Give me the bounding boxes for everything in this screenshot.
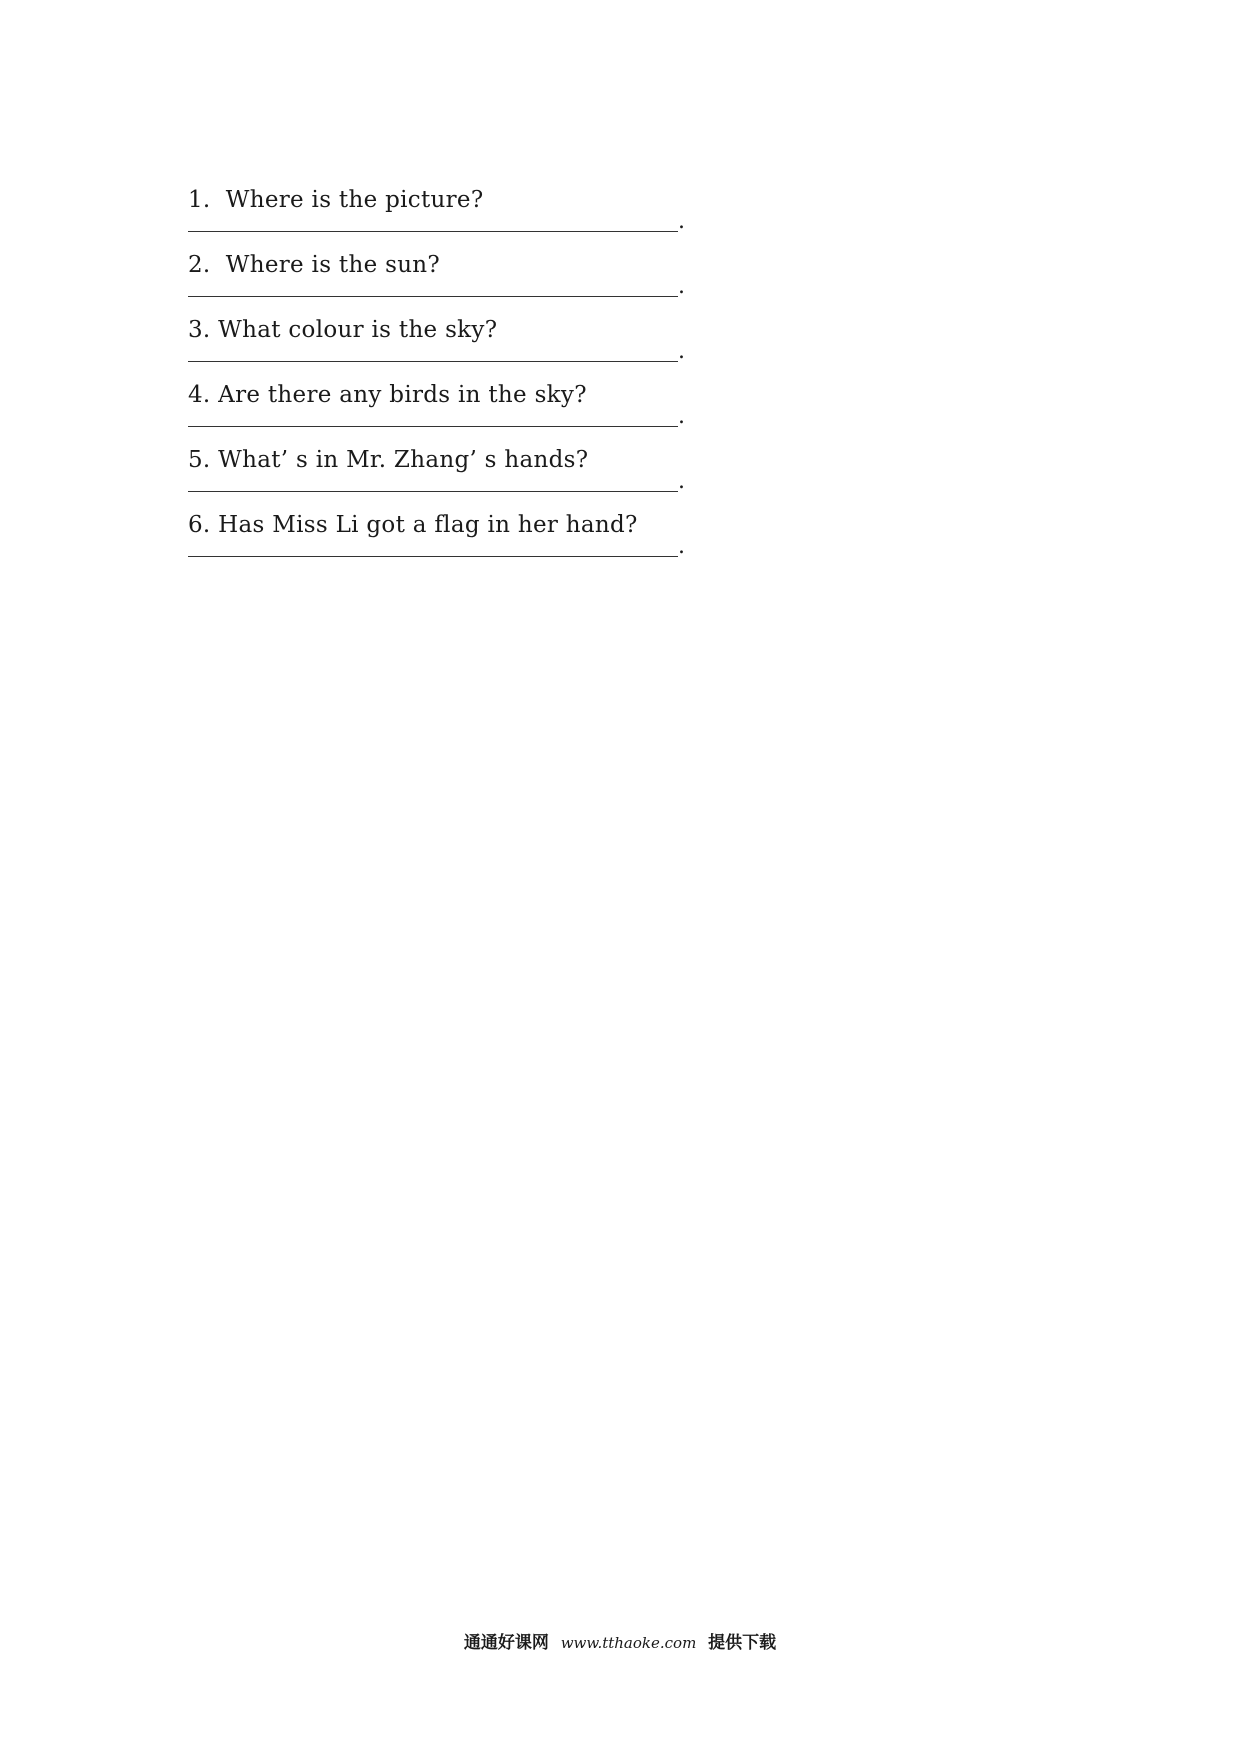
footer-suffix: 提供下载 <box>708 1633 777 1653</box>
answer-blank-4[interactable] <box>188 404 685 435</box>
question-1-text: 1. Where is the picture? <box>188 187 484 213</box>
answer-period-1: . <box>678 209 685 234</box>
footer-brand: 通通好课网 <box>463 1633 549 1653</box>
question-5-text: 5. What’ s in Mr. Zhang’ s hands? <box>188 447 589 473</box>
page-footer <box>0 1628 1240 1653</box>
question-1 <box>188 182 708 247</box>
answer-blank-6[interactable] <box>188 534 685 565</box>
answer-period-2: . <box>678 274 685 299</box>
answer-rule-6 <box>188 556 678 557</box>
question-4-text: 4. Are there any birds in the sky? <box>188 382 587 408</box>
answer-rule-2 <box>188 296 678 297</box>
question-4 <box>188 377 708 442</box>
question-6-text: 6. Has Miss Li got a flag in her hand? <box>188 512 638 538</box>
question-3-text: 3. What colour is the sky? <box>188 317 498 343</box>
question-3 <box>188 312 708 377</box>
answer-rule-1 <box>188 231 678 232</box>
answer-rule-5 <box>188 491 678 492</box>
question-2 <box>188 247 708 312</box>
answer-blank-2[interactable] <box>188 274 685 305</box>
answer-period-6: . <box>678 534 685 559</box>
question-list <box>188 182 708 572</box>
answer-blank-1[interactable] <box>188 209 685 240</box>
answer-period-4: . <box>678 404 685 429</box>
answer-period-3: . <box>678 339 685 364</box>
answer-blank-5[interactable] <box>188 469 685 500</box>
answer-period-5: . <box>678 469 685 494</box>
question-6 <box>188 507 708 572</box>
answer-rule-4 <box>188 426 678 427</box>
answer-blank-3[interactable] <box>188 339 685 370</box>
question-2-text: 2. Where is the sun? <box>188 252 441 278</box>
question-5 <box>188 442 708 507</box>
footer-site-link[interactable]: www.tthaoke.com <box>560 1634 697 1652</box>
answer-rule-3 <box>188 361 678 362</box>
